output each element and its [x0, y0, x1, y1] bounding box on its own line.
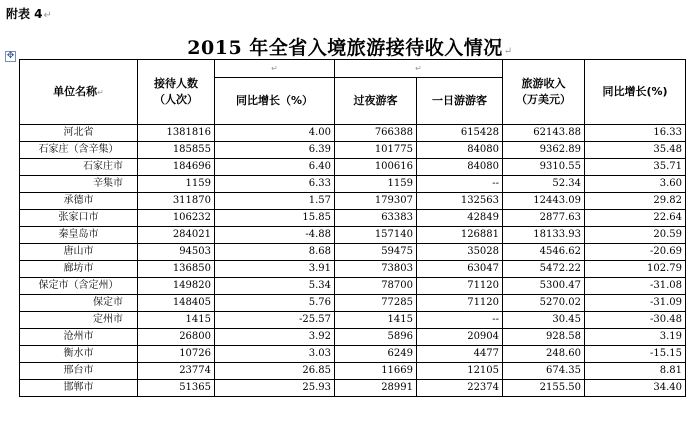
header-reception: 接待人数 （人次） [138, 60, 215, 125]
row-name: 邯郸市 [20, 380, 138, 397]
row-income: 9310.55 [503, 159, 585, 176]
row-visitors-growth: 3.92 [215, 329, 335, 346]
table-row [20, 261, 686, 278]
row-overnight: 101775 [335, 142, 417, 159]
row-income: 5270.02 [503, 295, 585, 312]
row-income-growth: -31.08 [585, 278, 686, 295]
row-visitors-growth: 6.39 [215, 142, 335, 159]
row-day-trip: 20904 [417, 329, 503, 346]
row-visitors: 1381816 [138, 125, 215, 142]
row-day-trip: 63047 [417, 261, 503, 278]
row-visitors: 26800 [138, 329, 215, 346]
header-unit-name: 单位名称↵ [20, 60, 138, 125]
row-name: 保定市（含定州） [20, 278, 138, 295]
row-name: 衡水市 [20, 346, 138, 363]
row-income: 5300.47 [503, 278, 585, 295]
header-yoy-growth-visitors: 同比增长（%） [215, 78, 335, 125]
row-visitors: 184696 [138, 159, 215, 176]
table-row [20, 295, 686, 312]
row-income: 52.34 [503, 176, 585, 193]
row-day-trip: 71120 [417, 278, 503, 295]
row-visitors: 149820 [138, 278, 215, 295]
header-blank: ↵ [215, 60, 335, 78]
row-income-growth: 20.59 [585, 227, 686, 244]
table-row [20, 193, 686, 210]
row-income: 5472.22 [503, 261, 585, 278]
table-row [20, 363, 686, 380]
row-income-growth: 16.33 [585, 125, 686, 142]
table-move-handle-icon[interactable]: ✥ [6, 51, 15, 61]
row-visitors: 1159 [138, 176, 215, 193]
row-name: 廊坊市 [20, 261, 138, 278]
row-overnight: 5896 [335, 329, 417, 346]
row-overnight: 78700 [335, 278, 417, 295]
table-row [20, 329, 686, 346]
row-day-trip: 22374 [417, 380, 503, 397]
row-income: 248.60 [503, 346, 585, 363]
row-income-growth: 22.64 [585, 210, 686, 227]
table-row [20, 227, 686, 244]
table-row [20, 380, 686, 397]
row-visitors: 136850 [138, 261, 215, 278]
table-row [20, 176, 686, 193]
data-table [19, 59, 686, 397]
row-day-trip: 84080 [417, 142, 503, 159]
row-name: 承德市 [20, 193, 138, 210]
header-yoy-growth-income: 同比增长(%) [585, 60, 686, 125]
row-income: 2155.50 [503, 380, 585, 397]
row-income-growth: 35.48 [585, 142, 686, 159]
row-visitors-growth: 1.57 [215, 193, 335, 210]
row-income-growth: 8.81 [585, 363, 686, 380]
row-visitors: 10726 [138, 346, 215, 363]
row-visitors: 311870 [138, 193, 215, 210]
row-income: 18133.93 [503, 227, 585, 244]
row-visitors-growth: 5.76 [215, 295, 335, 312]
row-day-trip: 4477 [417, 346, 503, 363]
row-overnight: 1159 [335, 176, 417, 193]
row-visitors-growth: 26.85 [215, 363, 335, 380]
row-overnight: 73803 [335, 261, 417, 278]
row-overnight: 59475 [335, 244, 417, 261]
row-day-trip: 42849 [417, 210, 503, 227]
row-visitors-growth: 5.34 [215, 278, 335, 295]
table-row [20, 278, 686, 295]
row-income: 674.35 [503, 363, 585, 380]
header-day-trip: 一日游游客 [417, 78, 503, 125]
row-overnight: 179307 [335, 193, 417, 210]
row-income: 2877.63 [503, 210, 585, 227]
table-row [20, 346, 686, 363]
row-visitors-growth: 6.33 [215, 176, 335, 193]
page-title: 2015 年全省入境旅游接待收入情况↵ [187, 37, 513, 59]
row-income-growth: -30.48 [585, 312, 686, 329]
row-name: 河北省 [20, 125, 138, 142]
table-row [20, 125, 686, 142]
header-overnight: 过夜游客 [335, 78, 417, 125]
row-visitors-growth: 3.03 [215, 346, 335, 363]
row-visitors: 284021 [138, 227, 215, 244]
table-row [20, 210, 686, 227]
row-income: 928.58 [503, 329, 585, 346]
row-income: 12443.09 [503, 193, 585, 210]
table-row [20, 142, 686, 159]
row-day-trip: 615428 [417, 125, 503, 142]
row-income-growth: -31.09 [585, 295, 686, 312]
row-visitors: 51365 [138, 380, 215, 397]
row-visitors-growth: 8.68 [215, 244, 335, 261]
row-name: 石家庄市 [20, 159, 138, 176]
row-overnight: 766388 [335, 125, 417, 142]
row-day-trip: 84080 [417, 159, 503, 176]
row-day-trip: 35028 [417, 244, 503, 261]
row-name: 张家口市 [20, 210, 138, 227]
table-row [20, 159, 686, 176]
row-income: 62143.88 [503, 125, 585, 142]
row-name: 定州市 [20, 312, 138, 329]
row-overnight: 77285 [335, 295, 417, 312]
row-visitors: 106232 [138, 210, 215, 227]
header-blank-merged: ↵ [335, 60, 503, 78]
row-day-trip: 132563 [417, 193, 503, 210]
row-income-growth: 29.82 [585, 193, 686, 210]
row-name: 保定市 [20, 295, 138, 312]
row-visitors-growth: -4.88 [215, 227, 335, 244]
row-income-growth: 34.40 [585, 380, 686, 397]
row-visitors: 1415 [138, 312, 215, 329]
row-income-growth: 35.71 [585, 159, 686, 176]
row-income-growth: -15.15 [585, 346, 686, 363]
row-income-growth: 3.60 [585, 176, 686, 193]
row-name: 辛集市 [20, 176, 138, 193]
row-income-growth: -20.69 [585, 244, 686, 261]
table-row [20, 244, 686, 261]
row-day-trip: 12105 [417, 363, 503, 380]
row-visitors-growth: 6.40 [215, 159, 335, 176]
row-name: 秦皇岛市 [20, 227, 138, 244]
row-visitors: 148405 [138, 295, 215, 312]
row-overnight: 157140 [335, 227, 417, 244]
row-income: 4546.62 [503, 244, 585, 261]
row-name: 唐山市 [20, 244, 138, 261]
appendix-label: 附表 4↵ [6, 7, 52, 21]
row-visitors: 94503 [138, 244, 215, 261]
row-overnight: 1415 [335, 312, 417, 329]
row-day-trip: -- [417, 312, 503, 329]
row-day-trip: -- [417, 176, 503, 193]
row-visitors: 185855 [138, 142, 215, 159]
row-visitors-growth: 3.91 [215, 261, 335, 278]
row-name: 邢台市 [20, 363, 138, 380]
row-name: 沧州市 [20, 329, 138, 346]
row-visitors-growth: 15.85 [215, 210, 335, 227]
row-day-trip: 71120 [417, 295, 503, 312]
row-income-growth: 102.79 [585, 261, 686, 278]
row-visitors-growth: -25.57 [215, 312, 335, 329]
row-overnight: 63383 [335, 210, 417, 227]
row-overnight: 6249 [335, 346, 417, 363]
row-visitors-growth: 4.00 [215, 125, 335, 142]
header-income: 旅游收入 （万美元） [503, 60, 585, 125]
row-overnight: 28991 [335, 380, 417, 397]
row-overnight: 100616 [335, 159, 417, 176]
row-visitors-growth: 25.93 [215, 380, 335, 397]
row-income: 9362.89 [503, 142, 585, 159]
row-visitors: 23774 [138, 363, 215, 380]
row-day-trip: 126881 [417, 227, 503, 244]
row-name: 石家庄（含辛集） [20, 142, 138, 159]
table-row [20, 312, 686, 329]
row-income-growth: 3.19 [585, 329, 686, 346]
row-overnight: 11669 [335, 363, 417, 380]
row-income: 30.45 [503, 312, 585, 329]
